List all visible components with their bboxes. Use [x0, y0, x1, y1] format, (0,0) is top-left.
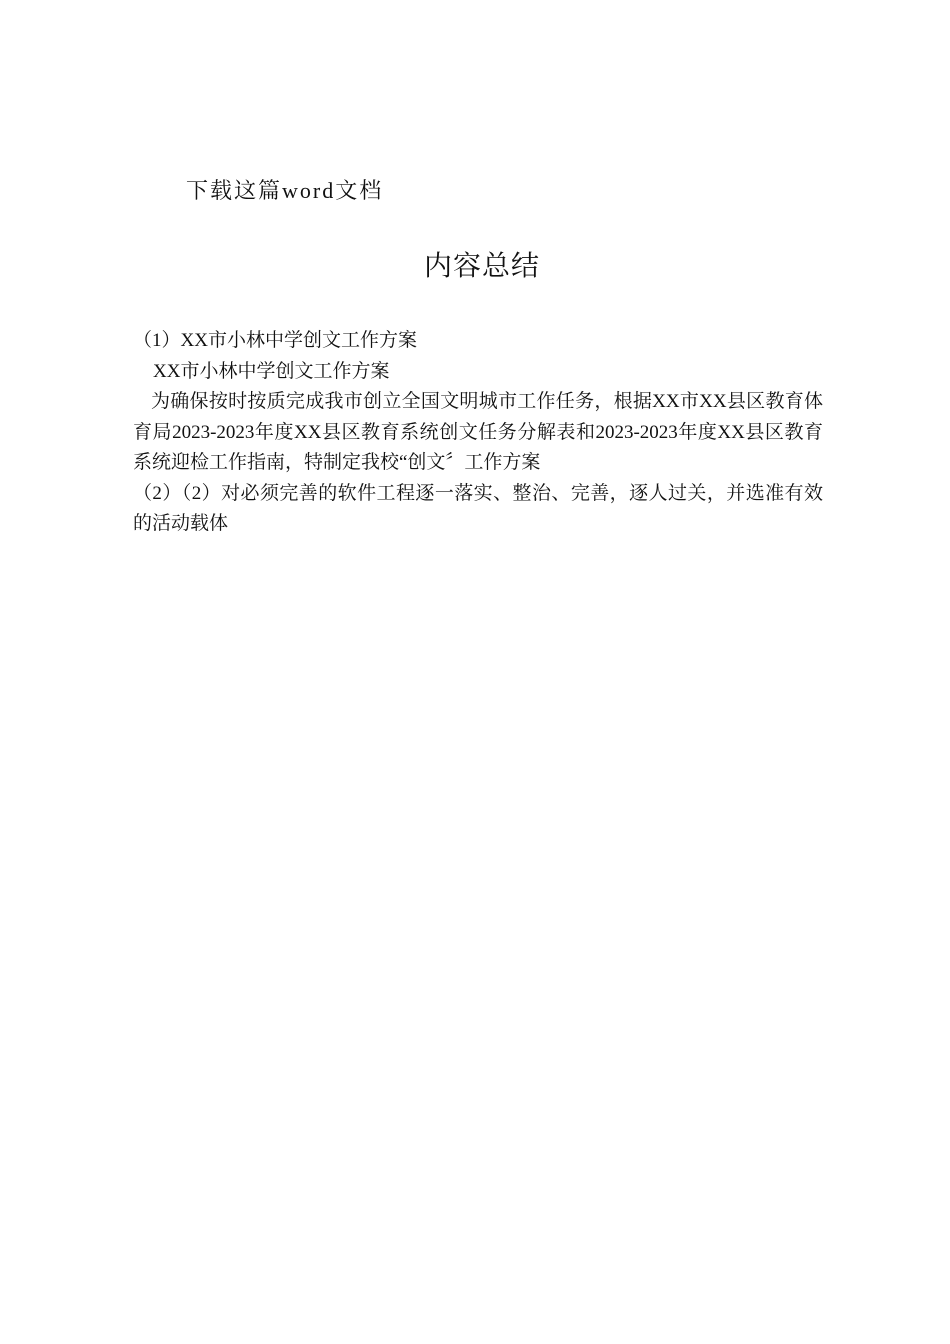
- summary-content: [133, 326, 823, 540]
- download-word-link[interactable]: 下载这篇word文档: [186, 178, 384, 203]
- summary-item-1-heading: XX市小林中学创文工作方案: [153, 360, 390, 382]
- summary-item-1: （1）XX市小林中学创文工作方案: [133, 330, 417, 351]
- summary-item-2: （2）（2）对必须完善的软件工程逐一落实、整治、完善，逐人过关，并选准有效的活动载体: [133, 482, 823, 534]
- summary-title: 内容总结: [423, 251, 540, 282]
- summary-item-1-body: 为确保按时按质完成我市创立全国文明城市工作任务，根据XX市XX县区教育体育局2023-2023年度XX县区教育系统创文任务分解表和2023-2023年度XX县区教育系统迎检工作指南，特制定我校“创文〞工作方案: [133, 391, 823, 473]
